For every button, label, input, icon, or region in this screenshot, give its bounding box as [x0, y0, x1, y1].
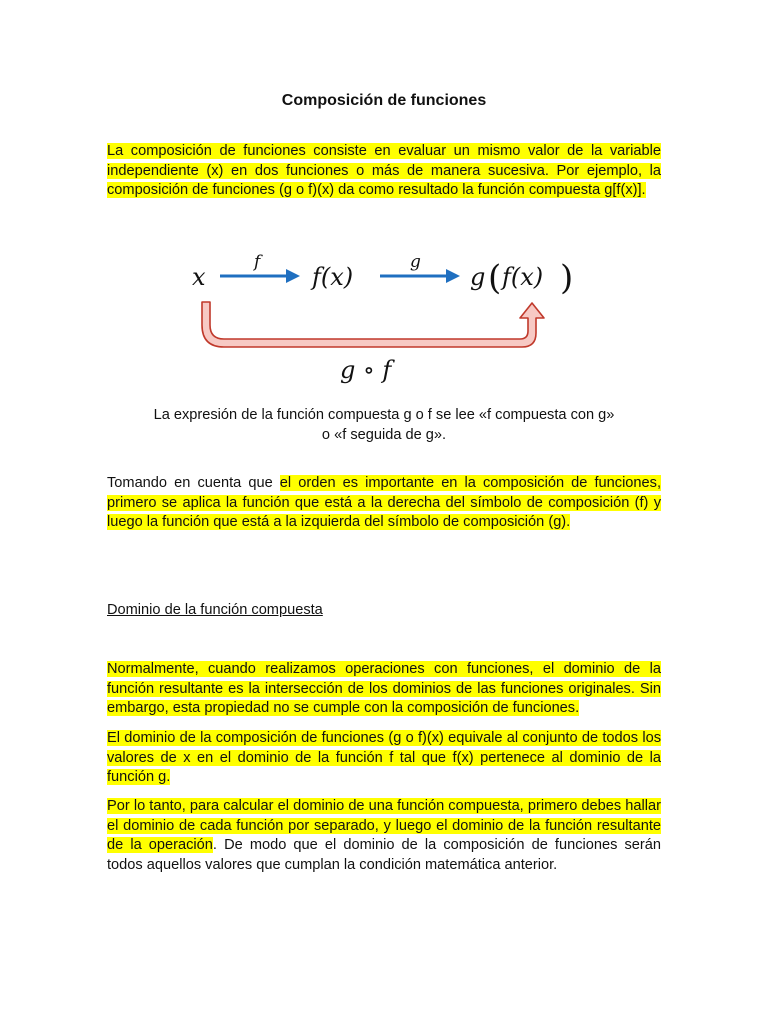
composition-label: g ∘ f: [340, 356, 392, 384]
order-prefix: Tomando en cuenta que: [107, 475, 280, 491]
domain-paragraph-1: [107, 660, 661, 719]
caption-line-1: La expresión de la función compuesta g o f se lee «f compuesta con g»: [153, 407, 615, 423]
domain-subheading: Dominio de la función compuesta: [107, 602, 323, 618]
domain-paragraph-3: [107, 797, 661, 875]
caption-line-2: o «f seguida de g».: [321, 426, 447, 443]
order-paragraph: [107, 474, 661, 533]
composition-diagram: [180, 245, 600, 390]
var-x: x: [192, 263, 206, 291]
domain-text-3-rest: . De modo que el dominio de la composición de funciones serán todos aquellos valores que cumplan la condición matemática anterior.: [107, 837, 661, 873]
order-highlight: el orden es importante en la composición de funciones, primero se aplica la función que está a la derecha del símbolo de composición (f) y luego la función que está a la izquierda del símbolo de composición (g).: [107, 475, 662, 531]
composition-curve-arrow: [202, 302, 544, 347]
f-label: f: [254, 252, 261, 272]
fx-expression: f(x): [312, 263, 354, 291]
diagram-caption: [0, 406, 768, 445]
left-paren: (: [488, 258, 502, 298]
domain-text-2: El dominio de la composición de funciones (g o f)(x) equivale al conjunto de todos los valores de x en el dominio de la función f tal que f(x) pertenece al dominio de la función g.: [107, 730, 661, 786]
domain-text-3-highlight: Por lo tanto, para calcular el dominio de una función compuesta, primero debes hallar el dominio de cada función por separado, y luego el dominio de la función resultante de la operación: [107, 798, 661, 854]
domain-text-1: Normalmente, cuando realizamos operaciones con funciones, el dominio de la función resultante es la intersección de los dominios de las funciones originales. Sin embargo, esta propiedad no se cumple con la composición de funciones.: [107, 661, 661, 717]
g-outer: g: [470, 263, 486, 291]
domain-paragraph-2: [107, 729, 661, 788]
intro-paragraph: [107, 142, 661, 201]
gfx-inner: f(x): [502, 263, 544, 291]
right-paren: ): [560, 258, 574, 298]
page-title: Composición de funciones: [281, 92, 487, 109]
g-label: g: [410, 252, 421, 272]
intro-text: La composición de funciones consiste en evaluar un mismo valor de la variable independiente (x) en dos funciones o más de manera sucesiva. Por ejemplo, la composición de funciones (g o f)(x) da como resultado la función compuesta g[f(x)].: [107, 143, 661, 199]
